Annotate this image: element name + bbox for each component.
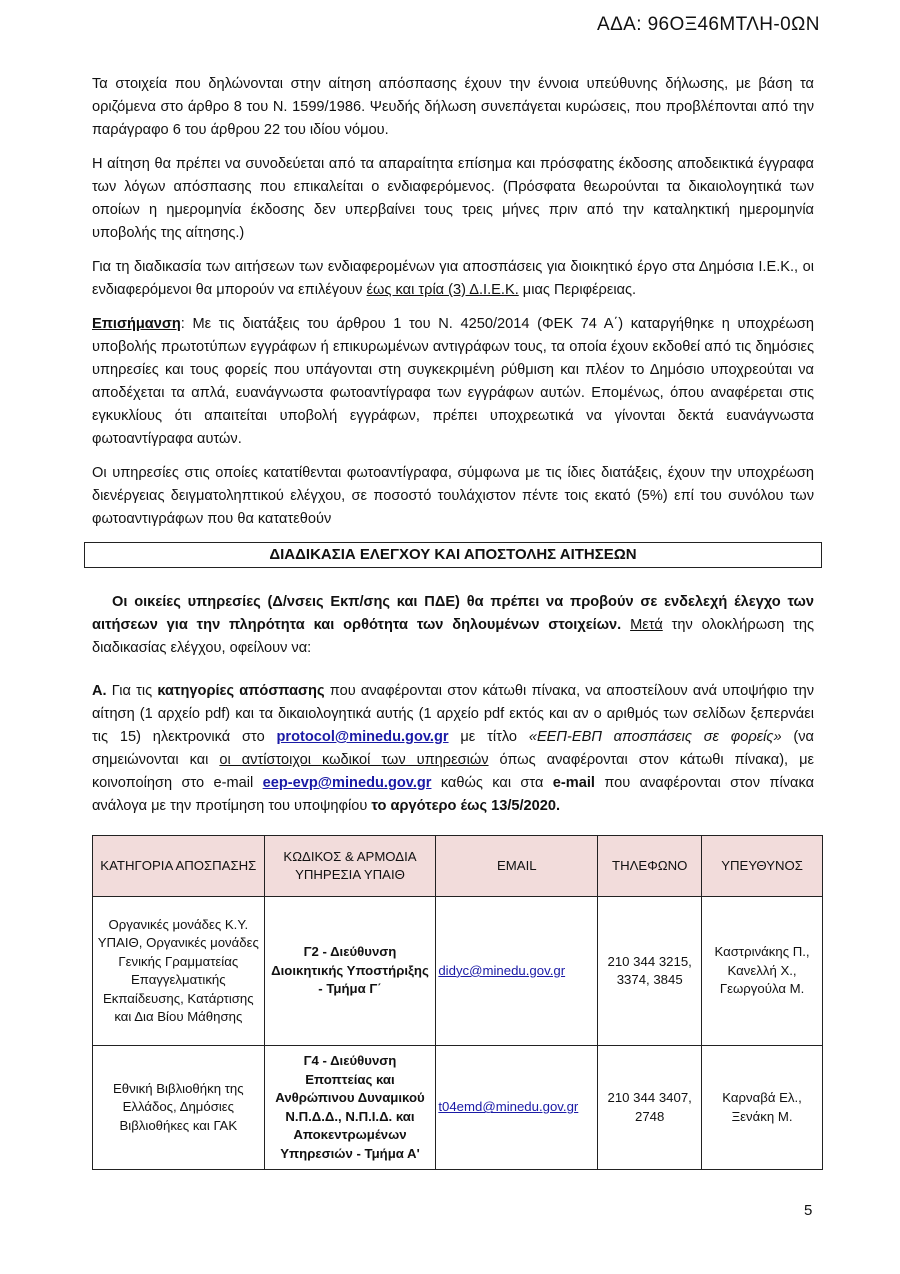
text: (να σημειώνονται και xyxy=(92,729,814,768)
ada-code: ΑΔΑ: 96ΟΞ46ΜΤΛΗ-0ΩΝ xyxy=(597,14,820,35)
table-row xyxy=(93,1046,823,1170)
text: Για τις xyxy=(106,683,158,699)
cell-phone: 210 344 3215, 3374, 3845 xyxy=(598,897,702,1046)
text: Για τη διαδικασία των αιτήσεων των ενδιαφερομένων για αποσπάσεις για διοικητικό έργο στα Δημόσια Ι.Ε.Κ., οι ενδιαφερόμενοι θα μπορούν να επιλέγουν xyxy=(92,259,814,298)
text: με τίτλο xyxy=(448,729,529,745)
text: καθώς και στα xyxy=(431,775,553,791)
table-row xyxy=(93,897,823,1046)
protocol-email-link[interactable]: protocol@minedu.gov.gr xyxy=(276,729,449,745)
paragraph-documents: Η αίτηση θα πρέπει να συνοδεύεται από τα απαραίτητα επίσημα και πρόσφατης έκδοσης αποδεικτικά έγγραφα των λόγων απόσπασης που επικαλείται ο ενδιαφερόμενος. (Πρόσφατα θεωρούνται τα δικαιολογητικά των οποίων η ημερομηνία έκδοσης δεν υπερβαίνει τους τρεις μήνες πριν από την καταληκτική ημερομηνία υποβολής της αίτησης.) xyxy=(92,156,814,241)
email-link[interactable]: didyc@minedu.gov.gr xyxy=(438,962,566,978)
bold-text: e-mail xyxy=(552,775,595,791)
paragraph-control xyxy=(92,591,814,660)
cell-responsible: Καστρινάκης Π., Κανελλή Χ., Γεωργούλα Μ. xyxy=(702,897,823,1046)
underlined-text: οι αντίστοιχοι κωδικοί των υπηρεσιών xyxy=(219,752,489,768)
text: που αναφέρονται στον πίνακα ανάλογα με την προτίμηση του υποψηφίου xyxy=(92,775,814,814)
category-table xyxy=(92,835,823,1170)
cell-code: Γ2 - Διεύθυνση Διοικητικής Υποστήριξης - Τμήμα Γ΄ xyxy=(264,897,436,1046)
table-header-row xyxy=(93,836,823,897)
header-phone: ΤΗΛΕΦΩΝΟ xyxy=(598,836,702,897)
part-label: Α. xyxy=(92,683,107,699)
page-number: 5 xyxy=(804,1202,813,1219)
document-body xyxy=(92,73,814,542)
bold-text: κατηγορίες απόσπασης xyxy=(157,683,325,699)
cell-category: Οργανικές μονάδες Κ.Υ. ΥΠΑΙΘ, Οργανικές μονάδες Γενικής Γραμματείας Επαγγελματικής Εκπαίδευσης, Κατάρτισης και Δια Βίου Μάθησης xyxy=(93,897,265,1046)
text: : Με τις διατάξεις του άρθρου 1 του Ν. 4250/2014 (ΦΕΚ 74 Α΄) καταργήθηκε η υποχρέωση υποβολής πρωτοτύπων εγγράφων ή επικυρωμένων αντιγράφων τους, τα οποία έχουν εκδοθεί από τις δημόσιες υπηρεσίες και τους φορείς που υπάγονται στη συγκεκριμένη ρύθμιση και πλέον το Δημόσιο υποχρεούται να αποδέχεται τα απλά, ευανάγνωστα φωτοαντίγραφα των εγγράφων αυτών. Επομένως, όπου αναφέρεται στις εγκυκλίους ότι απαιτείται υποβολή εγγράφων, πρέπει υποχρεωτικά να γίνονται δεκτά ευανάγνωστα φωτοαντίγραφα αυτών. xyxy=(92,316,814,447)
bold-text: Οι οικείες υπηρεσίες (Δ/νσεις Εκπ/σης και ΠΔΕ) θα πρέπει να προβούν σε ενδελεχή έλεγχο των αιτήσεων για την πληρότητα και ορθότητα των δηλουμένων στοιχείων. xyxy=(92,594,814,633)
italic-title: «ΕΕΠ-ΕΒΠ αποσπάσεις σε φορείς» xyxy=(528,729,782,745)
paragraph-iek xyxy=(92,256,814,302)
paragraph-part-a xyxy=(92,680,814,818)
header-category: ΚΑΤΗΓΟΡΙΑ ΑΠΟΣΠΑΣΗΣ xyxy=(93,836,265,897)
email-link[interactable]: t04emd@minedu.gov.gr xyxy=(438,1099,579,1115)
paragraph-notice xyxy=(92,313,814,451)
notice-label: Επισήμανση xyxy=(92,316,181,332)
deadline-text: το αργότερο έως 13/5/2020. xyxy=(371,798,561,814)
paragraph-sampling: Οι υπηρεσίες στις οποίες κατατίθενται φωτοαντίγραφα, σύμφωνα με τις ίδιες διατάξεις, έχουν την υποχρέωση διενέργειας δειγματοληπτικού ελέγχου, σε ποσοστό τουλάχιστον πέντε τοις εκατό (5%) επί του συνόλου των φωτοαντιγράφων που θα κατατεθούν xyxy=(92,465,814,527)
underlined-text: έως και τρία (3) Δ.Ι.Ε.Κ. xyxy=(366,282,519,298)
text: την ολοκλήρωση της διαδικασίας ελέγχου, οφείλουν να: xyxy=(92,617,814,656)
header-code: ΚΩΔΙΚΟΣ & ΑΡΜΟΔΙΑ ΥΠΗΡΕΣΙΑ ΥΠΑΙΘ xyxy=(264,836,436,897)
header-email: EMAIL xyxy=(436,836,598,897)
cell-email xyxy=(436,1046,598,1170)
cell-phone: 210 344 3407, 2748 xyxy=(598,1046,702,1170)
paragraph-declaration: Τα στοιχεία που δηλώνονται στην αίτηση απόσπασης έχουν την έννοια υπεύθυνης δήλωσης, με βάση τα οριζόμενα στο άρθρο 8 του Ν. 1599/1986. Ψευδής δήλωση συνεπάγεται κυρώσεις, που προβλέπονται από την παράγραφο 6 του άρθρου 22 του ιδίου νόμου. xyxy=(92,76,814,138)
cell-code: Γ4 - Διεύθυνση Εποπτείας και Ανθρώπινου Δυναμικού Ν.Π.Δ.Δ., Ν.Π.Ι.Δ. και Αποκεντρωμένων Υπηρεσιών - Τμήμα Α' xyxy=(264,1046,436,1170)
space xyxy=(621,617,630,633)
cell-category: Εθνική Βιβλιοθήκη της Ελλάδος, Δημόσιες Βιβλιοθήκες και ΓΑΚ xyxy=(93,1046,265,1170)
eep-evp-email-link[interactable]: eep-evp@minedu.gov.gr xyxy=(262,775,432,791)
text: μιας Περιφέρειας. xyxy=(518,282,637,298)
section-title: ΔΙΑΔΙΚΑΣΙΑ ΕΛΕΓΧΟΥ ΚΑΙ ΑΠΟΣΤΟΛΗΣ ΑΙΤΗΣΕΩΝ xyxy=(84,542,822,568)
cell-email xyxy=(436,897,598,1046)
underlined-text: Μετά xyxy=(630,617,663,633)
text: όπως αναφέρονται στον κάτωθι πίνακα), με κοινοποίηση στο e-mail xyxy=(92,752,815,791)
text: που αναφέρονται στον κάτωθι πίνακα, να αποστείλουν ανά υποψήφιο την αίτηση (1 αρχείο pdf) και τα δικαιολογητικά αυτής (1 αρχείο pdf εκτός και αν ο αριθμός των σελίδων ξεπερνάει τις 15) ηλεκτρονικά στο xyxy=(92,683,815,745)
header-responsible: ΥΠΕΥΘΥΝΟΣ xyxy=(702,836,823,897)
cell-responsible: Καρναβά Ελ., Ξενάκη Μ. xyxy=(702,1046,823,1170)
